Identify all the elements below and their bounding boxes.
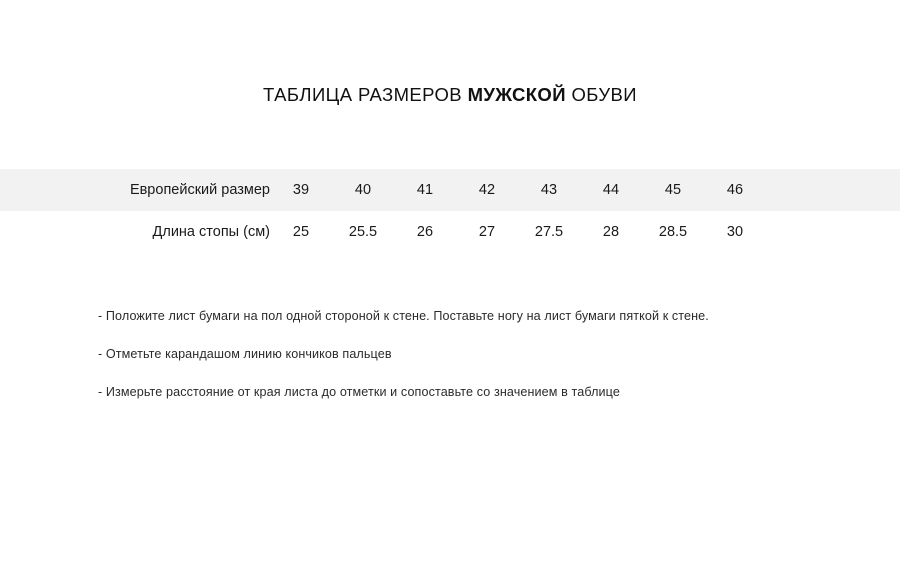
table-spacer-header (766, 169, 900, 211)
cell-european-size-3: 41 (416, 182, 434, 198)
page-title-emphasis: МУЖСКОЙ (467, 84, 566, 105)
table-row-foot-length (0, 211, 900, 253)
cell-european-size-5: 43 (540, 182, 558, 198)
size-table-container (0, 169, 900, 253)
cell-foot-length-2: 25.5 (348, 224, 378, 240)
page-title-before: ТАБЛИЦА РАЗМЕРОВ (263, 84, 468, 105)
cell-european-size-4: 42 (478, 182, 496, 198)
cell-foot-length-1: 25 (292, 224, 310, 240)
cell-european-size-7: 45 (664, 182, 682, 198)
cell-foot-length-5: 27.5 (534, 224, 564, 240)
table-spacer-data (766, 211, 900, 253)
table-row-european-size (0, 169, 900, 211)
cell-foot-length-7: 28.5 (658, 224, 688, 240)
cell-foot-length-6: 28 (602, 224, 620, 240)
cell-european-size-8: 46 (726, 182, 744, 198)
cell-european-size-2: 40 (354, 182, 372, 198)
measurement-instructions (0, 309, 900, 399)
instruction-item-2: - Отметьте карандашом линию кончиков пальцев (98, 347, 392, 361)
cell-european-size-6: 44 (602, 182, 620, 198)
cell-european-size-1: 39 (292, 182, 310, 198)
page-title (0, 84, 900, 106)
cell-foot-length-8: 30 (726, 224, 744, 240)
cell-foot-length-3: 26 (416, 224, 434, 240)
instruction-item-1: - Положите лист бумаги на пол одной стороной к стене. Поставьте ногу на лист бумаги пяткой к стене. (98, 309, 709, 323)
instruction-item-3: - Измерьте расстояние от края листа до отметки и сопоставьте со значением в таблице (98, 385, 620, 399)
size-table (0, 169, 900, 253)
cell-foot-length-4: 27 (478, 224, 496, 240)
row-label-foot-length: Длина стопы (см) (152, 224, 270, 240)
row-label-european-size: Европейский размер (129, 182, 270, 198)
page-title-after: ОБУВИ (565, 84, 637, 105)
size-chart-page (0, 84, 900, 584)
